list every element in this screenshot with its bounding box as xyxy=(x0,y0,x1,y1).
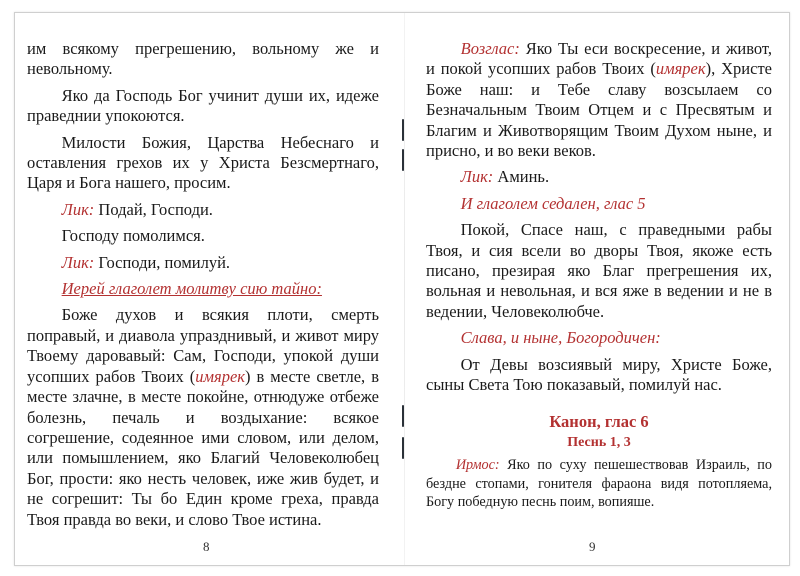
song-heading: Песнь 1, 3 xyxy=(567,434,631,450)
lik-response: Подай, Господи. xyxy=(98,199,213,219)
page-number-left: 8 xyxy=(203,539,210,554)
right-vozglas xyxy=(426,39,772,161)
irmos-text: Яко по суху пешешествовав Израиль, по бездне стопами, гонителя фараона видя потопляема, Богу победную песнь поим, вопияше. xyxy=(426,456,772,511)
binding-mark xyxy=(402,149,404,171)
prayer-part-a: Боже духов и всякия плоти, смерть поправый, и диавола упразднивый, и живот миру Твоему даровавый: Сам, Господи, упокой души усопших рабов Твоих ( xyxy=(27,305,379,386)
right-page xyxy=(426,39,772,512)
left-rubric-priest xyxy=(27,279,379,299)
right-troparion: Покой, Спасе наш, с праведными рабы Твоя, и сия всели во дворы Твоя, якоже есть писано, презирая яко Благ прегрешения их, вольная и невольная, и вся яже в ведении и не в ведении, Человеколюбче. xyxy=(426,220,772,321)
lik-label: Лик: xyxy=(460,167,494,187)
lik-response: Господи, помилуй. xyxy=(98,252,231,272)
left-paragraph-3: Милости Божия, Царства Небеснаго и оставления грехов их у Христа Безсмертнаго, Царя и Бога нашего, просим. xyxy=(27,132,379,193)
prayer-part-b: ) в месте светле, в месте злачне, в месте покойне, отнюдуже отбеже болезнь, печаль и воздыхание: всякое согрешение, содеянное ими словом, или делом, или помышлением, яко Благий Человеколюбец Бог, прости: яко несть человек, иже жив будет, и не согрешит: Ты бо Един кроме греха, правда Твоя правда во веки, и слово Твое истина. xyxy=(27,366,379,529)
lik-response: Аминь. xyxy=(497,167,550,187)
page-number-right: 9 xyxy=(589,539,596,554)
book-spread xyxy=(14,12,790,566)
right-theotokion: От Девы возсиявый миру, Христе Боже, сыны Света Тою показавый, помилуй нас. xyxy=(426,354,772,395)
right-rubric-lik xyxy=(426,167,772,187)
left-line-1: им всякому прегрешению, вольному же и невольному. xyxy=(27,39,379,79)
left-rubric-lik-1 xyxy=(27,200,379,220)
right-irmos xyxy=(426,456,772,512)
vozglas-label: Возглас: xyxy=(460,39,520,58)
right-rubric-sedalen xyxy=(426,194,772,214)
left-prayer xyxy=(27,305,379,529)
irmos-label: Ирмос: xyxy=(455,456,500,473)
left-paragraph-2: Яко да Господь Бог учинит души их, идеже праведнии упокоются. xyxy=(27,85,379,126)
left-paragraph-4: Господу помолимся. xyxy=(61,226,205,246)
canon-heading: Канон, глас 6 xyxy=(549,411,649,431)
binding-mark xyxy=(402,405,404,427)
left-rubric-lik-2 xyxy=(27,253,379,273)
lik-label: Лик: xyxy=(61,199,95,219)
binding-mark xyxy=(402,437,404,459)
vozglas-part-a: Яко Ты еси воскресение, и живот, и покой усопших рабов Твоих ( xyxy=(426,39,772,79)
priest-rubric: Иерей глаголет молитву сию тайно: xyxy=(61,279,322,299)
left-page xyxy=(27,39,379,530)
prayer-name-placeholder: имярек xyxy=(195,366,245,386)
book-fold xyxy=(404,13,405,565)
lik-label: Лик: xyxy=(61,252,95,272)
glory-rubric: Слава, и ныне, Богородичен: xyxy=(460,328,661,348)
vozglas-name-placeholder: имярек xyxy=(655,59,706,79)
binding-mark xyxy=(402,119,404,141)
right-rubric-glory xyxy=(426,328,772,348)
vozglas-part-b: ), Христе Боже наш: и Тебе славу возсылаем со Безначальным Твоим Отцем и с Пресвятым и Благим и Животворящим Твоим Духом ныне, и присно, и во веки веков. xyxy=(426,59,772,161)
sedalen-rubric: И глаголем седален, глас 5 xyxy=(460,193,646,213)
